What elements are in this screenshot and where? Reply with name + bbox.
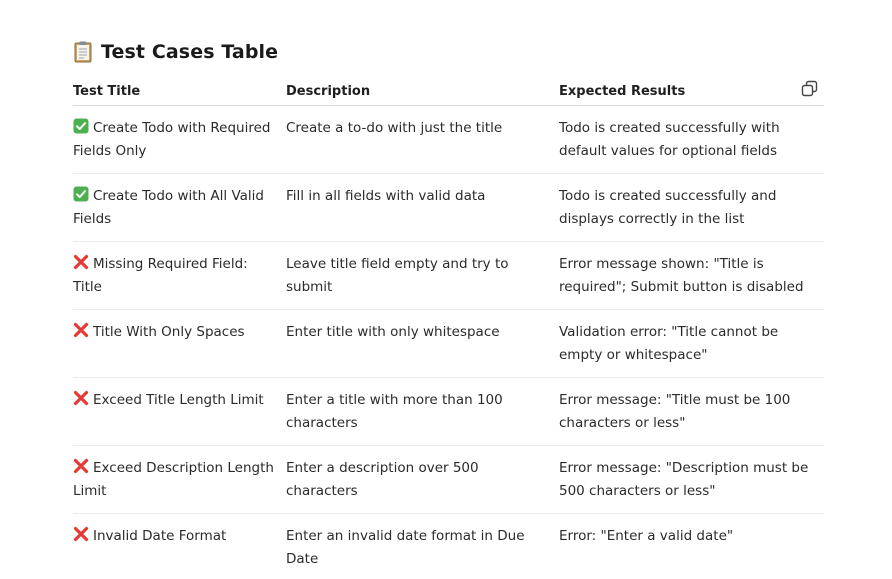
page-title: Test Cases Table: [101, 41, 279, 63]
check-mark-icon: [73, 118, 89, 134]
description-cell: Create a to-do with just the title: [286, 106, 559, 174]
test-title-text: Missing Required Field: Title: [73, 256, 248, 295]
cross-mark-icon: [73, 526, 89, 542]
description-cell: Enter title with only whitespace: [286, 310, 559, 378]
cross-mark-icon: [73, 254, 89, 270]
check-mark-icon: [73, 186, 89, 202]
test-title-cell: [73, 310, 286, 378]
test-title-cell: [73, 106, 286, 174]
test-title-text: Title With Only Spaces: [93, 324, 245, 340]
expected-results-cell: Error: "Enter a valid date": [559, 514, 824, 579]
header-expected-results: Expected Results: [559, 78, 824, 106]
test-title-cell: [73, 514, 286, 579]
test-cases-table: [73, 78, 824, 579]
table-row: [73, 310, 824, 378]
test-title-text: Invalid Date Format: [93, 528, 227, 544]
expected-results-cell: Error message: "Description must be 500 characters or less": [559, 446, 824, 514]
table-row: [73, 446, 824, 514]
cross-mark-icon: [73, 322, 89, 338]
table-row: [73, 242, 824, 310]
test-title-cell: [73, 446, 286, 514]
test-title-text: Exceed Title Length Limit: [93, 392, 264, 408]
test-title-cell: [73, 378, 286, 446]
table-row: [73, 106, 824, 174]
description-cell: Enter a description over 500 characters: [286, 446, 559, 514]
cross-mark-icon: [73, 458, 89, 474]
cross-mark-icon: [73, 390, 89, 406]
expected-results-cell: Validation error: "Title cannot be empty or whitespace": [559, 310, 824, 378]
table-row: [73, 378, 824, 446]
description-cell: Leave title field empty and try to submit: [286, 242, 559, 310]
clipboard-document-icon: [74, 41, 92, 63]
test-title-text: Exceed Description Length Limit: [73, 460, 274, 499]
description-cell: Enter a title with more than 100 characters: [286, 378, 559, 446]
test-title-cell: [73, 174, 286, 242]
table-row: [73, 174, 824, 242]
header-test-title: Test Title: [73, 78, 286, 106]
expected-results-cell: Error message shown: "Title is required"; Submit button is disabled: [559, 242, 824, 310]
table-row: [73, 514, 824, 579]
page-header: [74, 38, 278, 66]
expected-results-cell: Todo is created successfully and displays correctly in the list: [559, 174, 824, 242]
description-cell: Enter an invalid date format in Due Date: [286, 514, 559, 579]
table-header-row: [73, 78, 824, 106]
test-title-text: Create Todo with All Valid Fields: [73, 188, 264, 227]
header-description: Description: [286, 78, 559, 106]
expected-results-cell: Todo is created successfully with default values for optional fields: [559, 106, 824, 174]
description-cell: Fill in all fields with valid data: [286, 174, 559, 242]
test-title-cell: [73, 242, 286, 310]
expected-results-cell: Error message: "Title must be 100 characters or less": [559, 378, 824, 446]
test-title-text: Create Todo with Required Fields Only: [73, 120, 271, 159]
